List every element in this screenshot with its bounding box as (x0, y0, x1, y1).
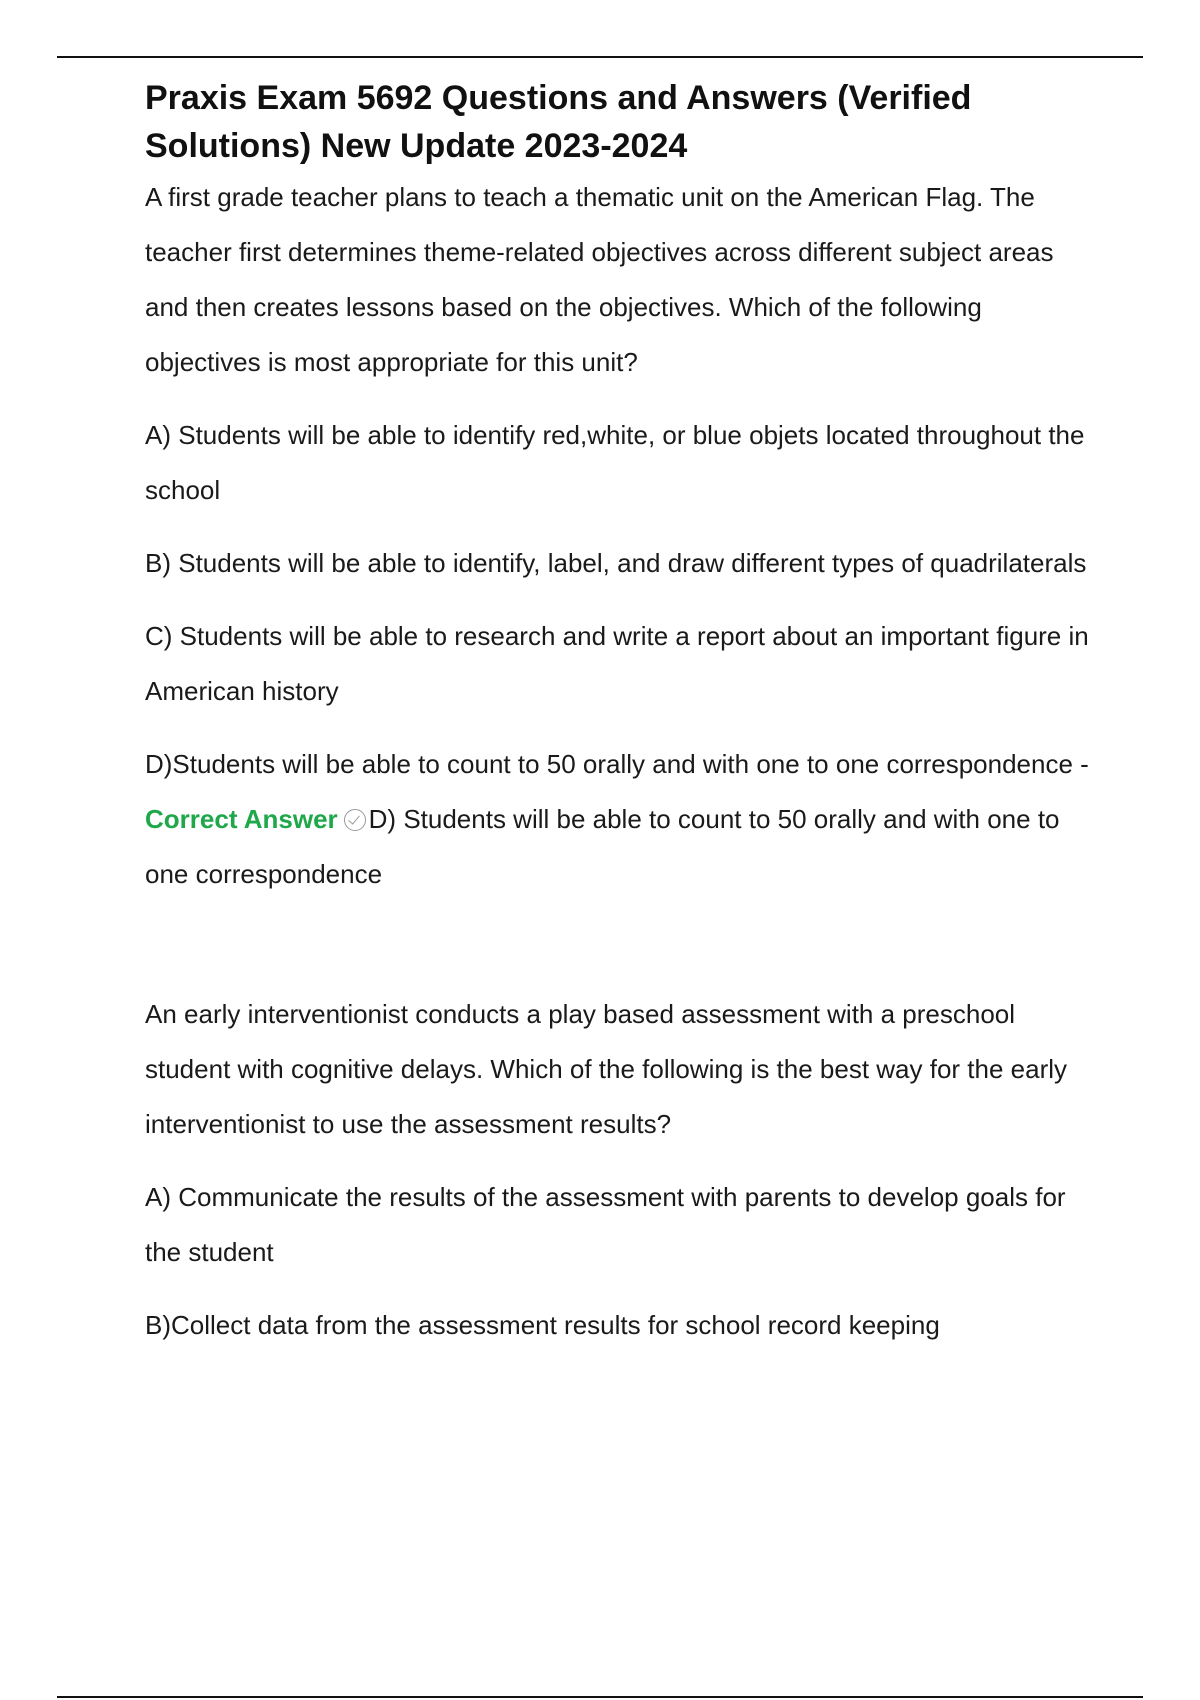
document-title: Praxis Exam 5692 Questions and Answers (Verified Solutions) New Update 2023-2024 (145, 79, 972, 165)
question-1-option-d: D)Students will be able to count to 50 orally and with one to one correspondence - (145, 749, 1089, 779)
question-2-stem: An early interventionist conducts a play based assessment with a preschool student with cognitive delays. Which of the following is the best way for the early interventionist to use the assessment results? (145, 999, 1068, 1139)
question-2-option-a: A) Communicate the results of the assessment with parents to develop goals for the student (145, 1182, 1066, 1267)
top-rule (57, 56, 1143, 58)
correct-answer-text: D) Students will be able to count to 50 orally and with one to one correspondence (145, 804, 1060, 889)
bottom-rule (57, 1696, 1143, 1698)
document-body (145, 74, 1095, 1353)
question-1-option-b: B) Students will be able to identify, label, and draw different types of quadrilaterals (145, 548, 1087, 578)
question-1-option-d-with-answer (145, 737, 1095, 902)
question-1-stem: A first grade teacher plans to teach a thematic unit on the American Flag. The teacher first determines theme-related objectives across different subject areas and then creates lessons based on the objectives. Which of the following objectives is most appropriate for this unit? (145, 182, 1054, 377)
question-1-option-c: C) Students will be able to research and write a report about an important figure in American history (145, 621, 1089, 706)
correct-answer-label: Correct Answer (145, 804, 338, 834)
check-circle-icon (344, 809, 366, 831)
question-2 (145, 987, 1095, 1353)
question-1 (145, 170, 1095, 902)
question-2-option-b: B)Collect data from the assessment results for school record keeping (145, 1310, 940, 1340)
question-1-option-a: A) Students will be able to identify red,white, or blue objets located throughout the school (145, 420, 1085, 505)
